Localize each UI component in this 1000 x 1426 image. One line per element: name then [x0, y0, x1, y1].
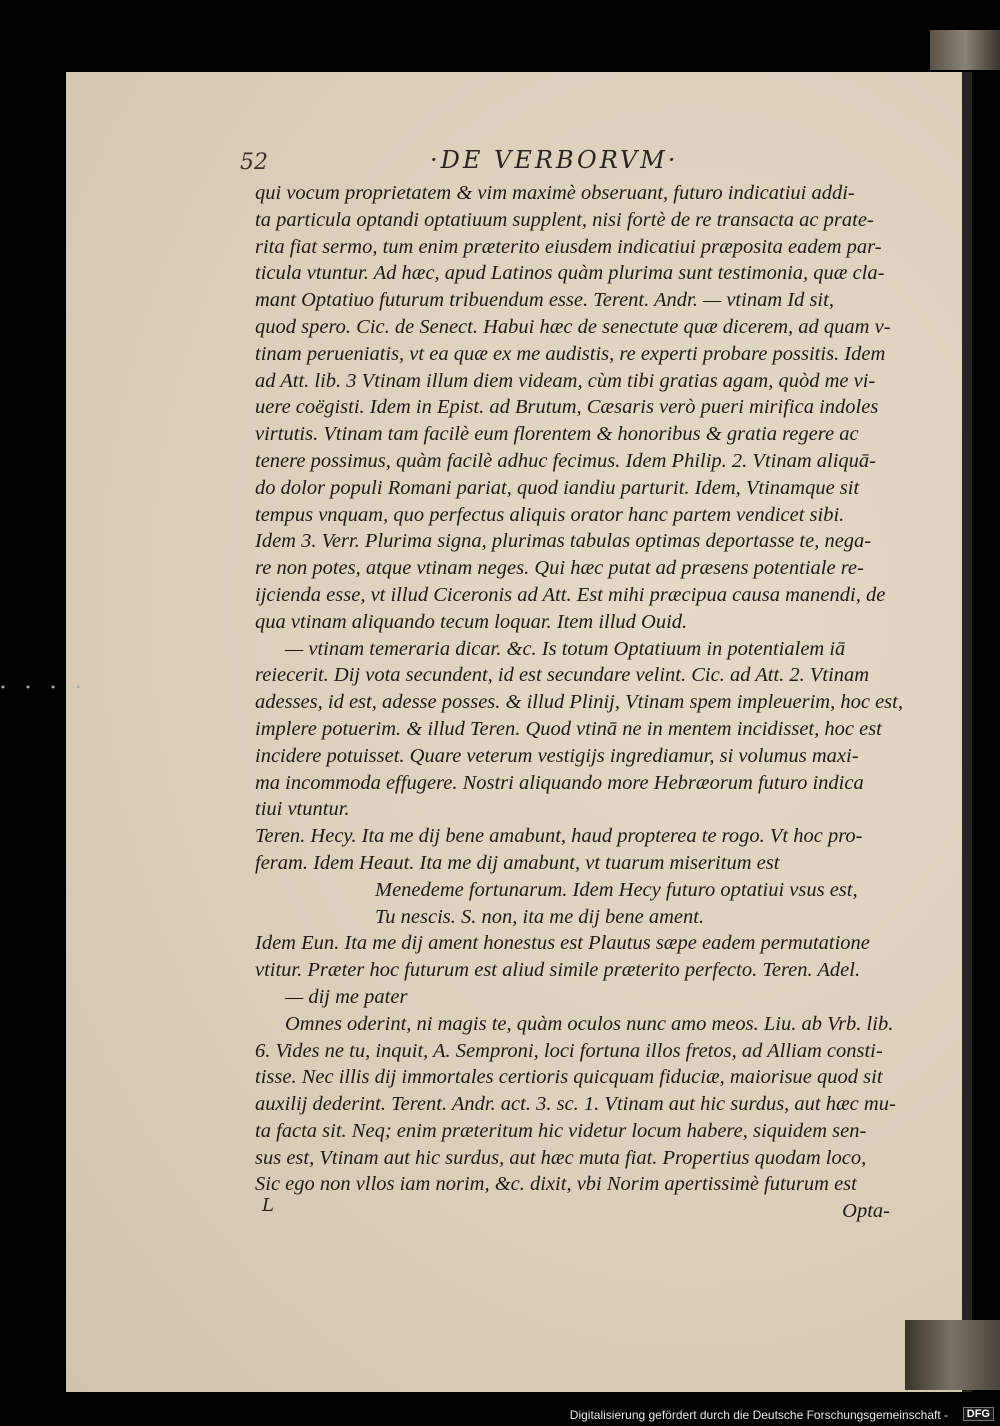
text-line: Idem 3. Verr. Plurima signa, plurimas tabulas optimas deportasse te, nega- — [255, 530, 872, 553]
book-spine-bottom — [905, 1320, 1000, 1390]
text-line: rita fiat sermo, tum enim præterito eiusdem indicatiui præposita eadem par- — [255, 235, 882, 258]
text-line: auxilij dederint. Terent. Andr. act. 3. sc. 1. Vtinam aut hic surdus, aut hæc mu- — [255, 1093, 896, 1116]
footer-credit: Digitalisierung gefördert durch die Deutsche Forschungsgemeinschaft - — [569, 1408, 948, 1422]
scan-margin-marks: • • • • — [0, 683, 90, 694]
text-line: quod spero. Cic. de Senect. Habui hæc de senectute quæ dicerem, ad quam v- — [255, 315, 891, 338]
text-line: ijcienda esse, vt illud Ciceronis ad Att. Est mihi præcipua causa manendi, de — [255, 583, 886, 606]
text-line: ticula vtuntur. Ad hæc, apud Latinos quàm plurima sunt testimonia, quæ cla- — [255, 262, 885, 285]
text-line: ta particula optandi optatiuum supplent, nisi fortè de re transacta ac prate- — [255, 208, 874, 231]
text-line: adesses, id est, adesse posses. & illud Plinij, Vtinam spem impleuerim, hoc est, — [255, 691, 903, 714]
page-number: 52 — [240, 150, 268, 175]
text-line: vtitur. Præter hoc futurum est aliud simile præterito perfecto. Teren. Adel. — [255, 959, 861, 982]
text-line: reiecerit. Dij vota secundent, id est secundare velint. Cic. ad Att. 2. Vtinam — [255, 664, 870, 687]
text-line: qua vtinam aliquando tecum loquar. Item illud Ouid. — [255, 610, 688, 633]
text-line: tenere possimus, quàm facilè adhuc fecimus. Idem Philip. 2. Vtinam aliquā- — [255, 449, 876, 472]
text-line: ad Att. lib. 3 Vtinam illum diem videam, cùm tibi gratias agam, quòd me vi- — [255, 369, 876, 392]
text-line: mant Optatiuo futurum tribuendum esse. Terent. Andr. — vtinam Id sit, — [255, 289, 834, 312]
text-line: tempus vnquam, quo perfectus aliquis orator hanc partem vendicet sibi. — [255, 503, 845, 526]
text-line: Sic ego non vllos iam norim, &c. dixit, vbi Norim apertissimè futurum est — [255, 1173, 857, 1196]
book-spine-edge — [930, 30, 1000, 70]
text-line: virtutis. Vtinam tam facilè eum florentem & honoribus & gratia regere ac — [255, 423, 859, 446]
body-text — [255, 180, 903, 1225]
dfg-logo: DFG — [963, 1407, 994, 1421]
text-line: Teren. Hecy. Ita me dij bene amabunt, haud propterea te rogo. Vt hoc pro- — [255, 825, 863, 848]
text-line: 6. Vides ne tu, inquit, A. Semproni, loci fortuna illos fretos, ad Alliam consti- — [255, 1039, 883, 1062]
text-line: do dolor populi Romani pariat, quod iandiu parturit. Idem, Vtinamque sit — [255, 476, 860, 499]
text-line: tiui vtuntur. — [255, 798, 350, 821]
text-line: ma incommoda effugere. Nostri aliquando more Hebræorum futuro indica — [255, 771, 864, 794]
text-line: qui vocum proprietatem & vim maximè obseruant, futuro indicatiui addi- — [255, 182, 855, 204]
text-line: incidere potuisset. Quare veterum vestigijs ingrediamur, si volumus maxi- — [255, 744, 859, 767]
text-line: feram. Idem Heaut. Ita me dij amabunt, vt tuarum miseritum est — [255, 851, 780, 874]
text-line: Idem Eun. Ita me dij ament honestus est Plautus sæpe eadem permutatione — [255, 932, 870, 955]
text-line: implere potuerim. & illud Teren. Quod vtinā ne in mentem incidisset, hoc est — [255, 717, 882, 740]
text-line: Menedeme fortunarum. Idem Hecy futuro optatiui vsus est, — [375, 878, 858, 901]
signature-mark: L — [262, 1195, 274, 1216]
text-line: sus est, Vtinam aut hic surdus, aut hæc muta fiat. Propertius quodam loco, — [255, 1146, 867, 1169]
text-line: ta facta sit. Neq; enim præteritum hic videtur locum habere, siquidem sen- — [255, 1119, 867, 1142]
text-line: uere coëgisti. Idem in Epist. ad Brutum, Cæsaris verò pueri mirifica indoles — [255, 396, 879, 419]
catchword: Opta- — [842, 1200, 890, 1223]
running-head: ·DE VERBORVM· — [430, 146, 679, 174]
text-line: tisse. Nec illis dij immortales certioris quicquam fiduciæ, maiorisue quod sit — [255, 1066, 883, 1089]
text-line: Omnes oderint, ni magis te, quàm oculos nunc amo meos. Liu. ab Vrb. lib. — [285, 1012, 894, 1035]
text-line: tinam perueniatis, vt ea quæ ex me audistis, re experti probare possitis. Idem — [255, 342, 886, 365]
text-line: Tu nescis. S. non, ita me dij bene ament. — [375, 905, 705, 928]
text-line: re non potes, atque vtinam neges. Qui hæc putat ad præsens potentiale re- — [255, 557, 864, 580]
text-line: — vtinam temeraria dicar. &c. Is totum Optatiuum in potentialem iā — [285, 637, 846, 660]
text-line: — dij me pater — [285, 985, 408, 1008]
